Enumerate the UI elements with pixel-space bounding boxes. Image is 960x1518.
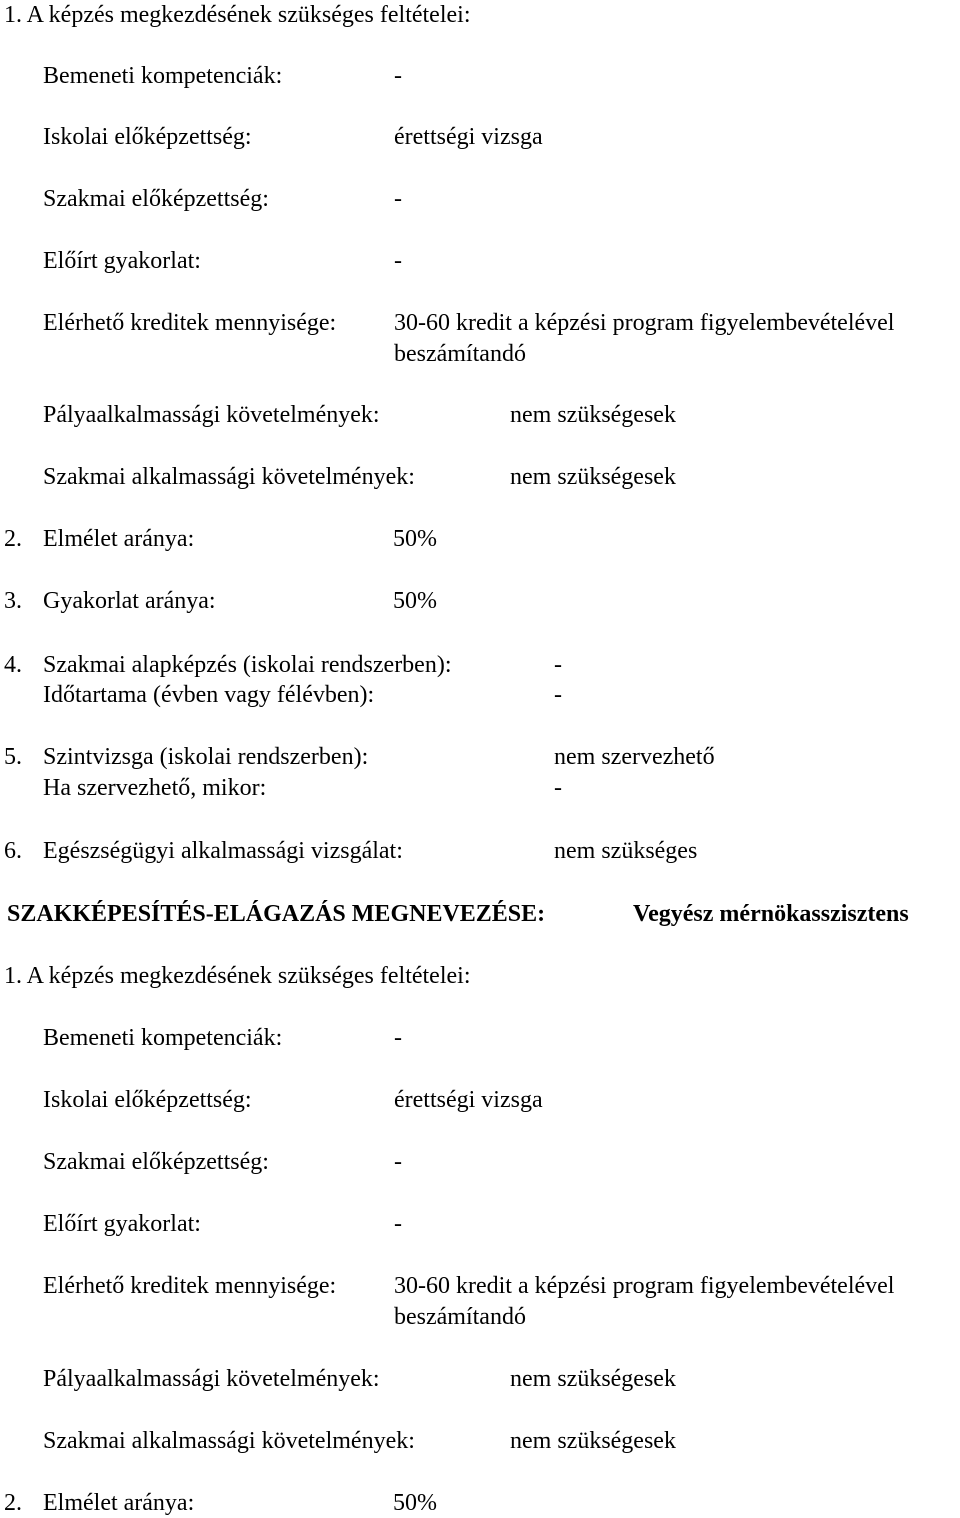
palyaalkalmassagi-label: Pályaalkalmassági követelmények:: [43, 402, 380, 428]
palyaalkalmassagi-value: nem szükségesek: [510, 402, 676, 428]
mikor-label: Ha szervezhető, mikor:: [43, 775, 267, 801]
idotartam-value: -: [554, 682, 562, 708]
szakmai-elokepzettseg-label-2: Szakmai előképzettség:: [43, 1149, 269, 1175]
alapkepzes-value: -: [554, 652, 562, 678]
eloirt-gyakorlat-label: Előírt gyakorlat:: [43, 248, 201, 274]
szintvizsga-value: nem szervezhető: [554, 744, 715, 770]
mikor-value: -: [554, 775, 562, 801]
kreditek-label: Elérhető kreditek mennyisége:: [43, 310, 337, 336]
szintvizsga-number: 5.: [4, 744, 22, 770]
gyakorlat-aranya-label: Gyakorlat aránya:: [43, 588, 216, 614]
elmelet-aranya-value-2: 50%: [393, 1490, 437, 1516]
elmelet-aranya-label: Elmélet aránya:: [43, 526, 195, 552]
elmelet-number-2: 2.: [4, 1490, 22, 1516]
kreditek-label-2: Elérhető kreditek mennyisége:: [43, 1273, 337, 1299]
gyakorlat-aranya-value: 50%: [393, 588, 437, 614]
kreditek-value-continued: beszámítandó: [394, 341, 526, 367]
szakmai-elokepzettseg-label: Szakmai előképzettség:: [43, 186, 269, 212]
eloirt-gyakorlat-value: -: [394, 248, 402, 274]
szakmai-alkalmassagi-value: nem szükségesek: [510, 464, 676, 490]
szakmai-alkalmassagi-value-2: nem szükségesek: [510, 1428, 676, 1454]
branch-heading-label: SZAKKÉPESÍTÉS-ELÁGAZÁS MEGNEVEZÉSE:: [7, 901, 546, 927]
elmelet-number: 2.: [4, 526, 22, 552]
bemeneti-kompetenciak-value: -: [394, 63, 402, 89]
section-2-heading: 1. A képzés megkezdésének szükséges feltételei:: [4, 963, 471, 989]
section-1-heading: 1. A képzés megkezdésének szükséges feltételei:: [4, 2, 471, 28]
eloirt-gyakorlat-label-2: Előírt gyakorlat:: [43, 1211, 201, 1237]
elmelet-aranya-value: 50%: [393, 526, 437, 552]
iskolai-elokepzettseg-value: érettségi vizsga: [394, 124, 543, 150]
iskolai-elokepzettseg-label: Iskolai előképzettség:: [43, 124, 252, 150]
iskolai-elokepzettseg-label-2: Iskolai előképzettség:: [43, 1087, 252, 1113]
bemeneti-kompetenciak-value-2: -: [394, 1025, 402, 1051]
elmelet-aranya-label-2: Elmélet aránya:: [43, 1490, 195, 1516]
palyaalkalmassagi-label-2: Pályaalkalmassági követelmények:: [43, 1366, 380, 1392]
iskolai-elokepzettseg-value-2: érettségi vizsga: [394, 1087, 543, 1113]
alapkepzes-number: 4.: [4, 652, 22, 678]
branch-heading-value: Vegyész mérnökasszisztens: [633, 901, 909, 927]
gyakorlat-number: 3.: [4, 588, 22, 614]
alapkepzes-label: Szakmai alapképzés (iskolai rendszerben):: [43, 652, 452, 678]
egeszsegugyi-number: 6.: [4, 838, 22, 864]
szakmai-elokepzettseg-value-2: -: [394, 1149, 402, 1175]
eloirt-gyakorlat-value-2: -: [394, 1211, 402, 1237]
szintvizsga-label: Szintvizsga (iskolai rendszerben):: [43, 744, 369, 770]
egeszsegugyi-label: Egészségügyi alkalmassági vizsgálat:: [43, 838, 403, 864]
egeszsegugyi-value: nem szükséges: [554, 838, 698, 864]
szakmai-elokepzettseg-value: -: [394, 186, 402, 212]
bemeneti-kompetenciak-label: Bemeneti kompetenciák:: [43, 63, 283, 89]
bemeneti-kompetenciak-label-2: Bemeneti kompetenciák:: [43, 1025, 283, 1051]
idotartam-label: Időtartama (évben vagy félévben):: [43, 682, 375, 708]
palyaalkalmassagi-value-2: nem szükségesek: [510, 1366, 676, 1392]
kreditek-value-continued-2: beszámítandó: [394, 1304, 526, 1330]
szakmai-alkalmassagi-label-2: Szakmai alkalmassági követelmények:: [43, 1428, 415, 1454]
kreditek-value-2: 30-60 kredit a képzési program figyelembevételével: [394, 1273, 895, 1299]
szakmai-alkalmassagi-label: Szakmai alkalmassági követelmények:: [43, 464, 415, 490]
kreditek-value: 30-60 kredit a képzési program figyelembevételével: [394, 310, 895, 336]
